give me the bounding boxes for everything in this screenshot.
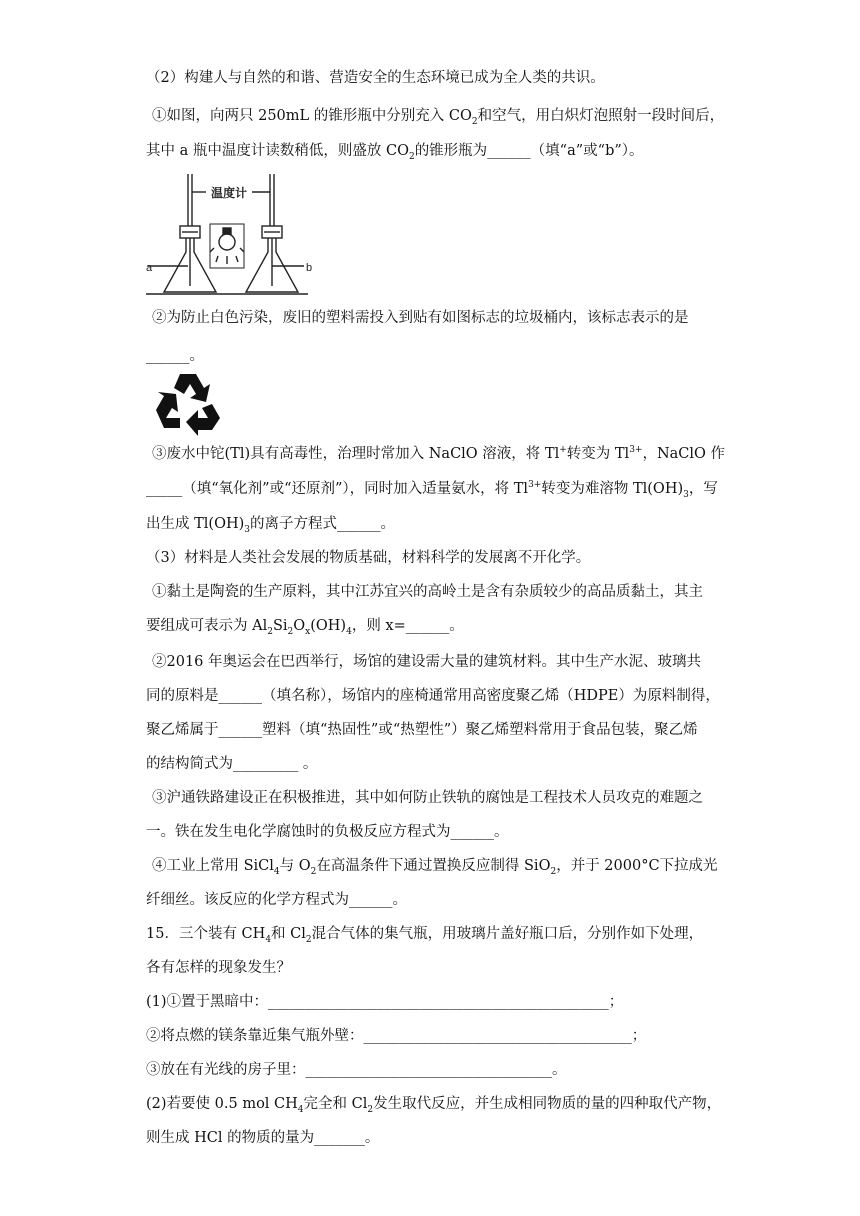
- q-3-2-text-line3: 聚乙烯属于______塑料（填“热固性”或“热塑性”）聚乙烯塑料常用于食品包装，聚乙烯: [146, 722, 698, 738]
- thermometer-label: 温度计: [210, 186, 248, 200]
- q-2-2-text-line1: ②为防止白色污染，废旧的塑料需投入到贴有如图标志的垃圾桶内，该标志表示的是: [152, 310, 689, 326]
- section-3-heading: （3）材料是人类社会发展的物质基础，材料科学的发展离不开化学。: [146, 550, 591, 566]
- q-3-3-text-line1: ③沪通铁路建设正在积极推进，其中如何防止铁轨的腐蚀是工程技术人员攻克的难题之: [152, 790, 703, 806]
- q-3-3-text-line2: 一。铁在发生电化学腐蚀时的负极反应方程式为______。: [146, 824, 509, 840]
- q-2-1-text-line2: 其中 a 瓶中温度计读数稍低，则盛放 $CO_2$的锥形瓶为______（填“a”或“b”）。: [146, 143, 644, 162]
- section-2-heading: （2）构建人与自然的和谐、营造安全的生态环境已成为全人类的共识。: [146, 70, 605, 86]
- q15-1-3: ③放在有光线的房子里：__________________________________。: [146, 1062, 567, 1078]
- q-3-4-text-line1: ④工业上常用 SiCl$_4$与 $O_2$在高温条件下通过置换反应制得 SiO$_2$，并于 2000°C下拉成光: [152, 858, 718, 877]
- q-2-3-text-line2: _____（填“氧化剂”或“还原剂”），同时加入适量氨水，将 $Tl^{3+}$转变为难溶物 $Tl(OH)_3$，写: [146, 480, 718, 500]
- q-3-2-text-line2: 同的原料是______（填名称），场馆内的座椅通常用高密度聚乙烯（HDPE）为原料制得，: [146, 688, 720, 704]
- q-3-2-text-line1: ②2016 年奥运会在巴西举行，场馆的建设需大量的建筑材料。其中生产水泥、玻璃共: [152, 654, 702, 670]
- q15-1-2: ②将点燃的镁条靠近集气瓶外壁：_____________________________________；: [146, 1028, 647, 1044]
- q-3-2-text-line4: 的结构简式为_________ 。: [146, 756, 318, 772]
- q15-2-text-line1: (2)若要使 0.5 mol $CH_4$完全和 $Cl_2$发生取代反应，并生成相同物质的量的四种取代产物，: [146, 1096, 722, 1115]
- q15-text-line1: 15．三个装有 $CH_4$和 $Cl_2$混合气体的集气瓶，用玻璃片盖好瓶口后，分别作如下处理，: [146, 926, 704, 945]
- q-2-3-text-line1: ③废水中铊(Tl)具有高毒性，治理时常加入 NaClO 溶液，将 Tl+转变为 $Tl^{3+}$，NaClO 作: [152, 445, 726, 462]
- q-3-1-text-line2: 要组成可表示为 $Al_2Si_2O_x(OH)_4$，则 x=______。: [146, 618, 464, 637]
- recycling-icon: [150, 368, 232, 438]
- q15-2-text-line2: 则生成 HCl 的物质的量为_______。: [146, 1130, 380, 1146]
- q-2-2-text-line2: ______。: [146, 348, 204, 364]
- q15-1-1: (1)①置于黑暗中：_______________________________________________；: [146, 994, 624, 1010]
- flask-experiment-figure: [146, 172, 326, 300]
- q-2-3-text-line3: 出生成 $Tl(OH)_3$的离子方程式______。: [146, 516, 395, 535]
- q-2-1-text-line1: ①如图，向两只 250mL 的锥形瓶中分别充入 $CO_2$和空气，用白炽灯泡照射一段时间后，: [152, 108, 725, 127]
- q-3-4-text-line2: 纤细丝。该反应的化学方程式为______。: [146, 892, 407, 908]
- q15-text-line2: 各有怎样的现象发生？: [146, 960, 291, 976]
- flask-b-label: b: [306, 262, 313, 274]
- q-3-1-text-line1: ①黏土是陶瓷的生产原料，其中江苏宜兴的高岭土是含有杂质较少的高品质黏土，其主: [152, 584, 703, 600]
- flask-a-label: a: [146, 262, 153, 274]
